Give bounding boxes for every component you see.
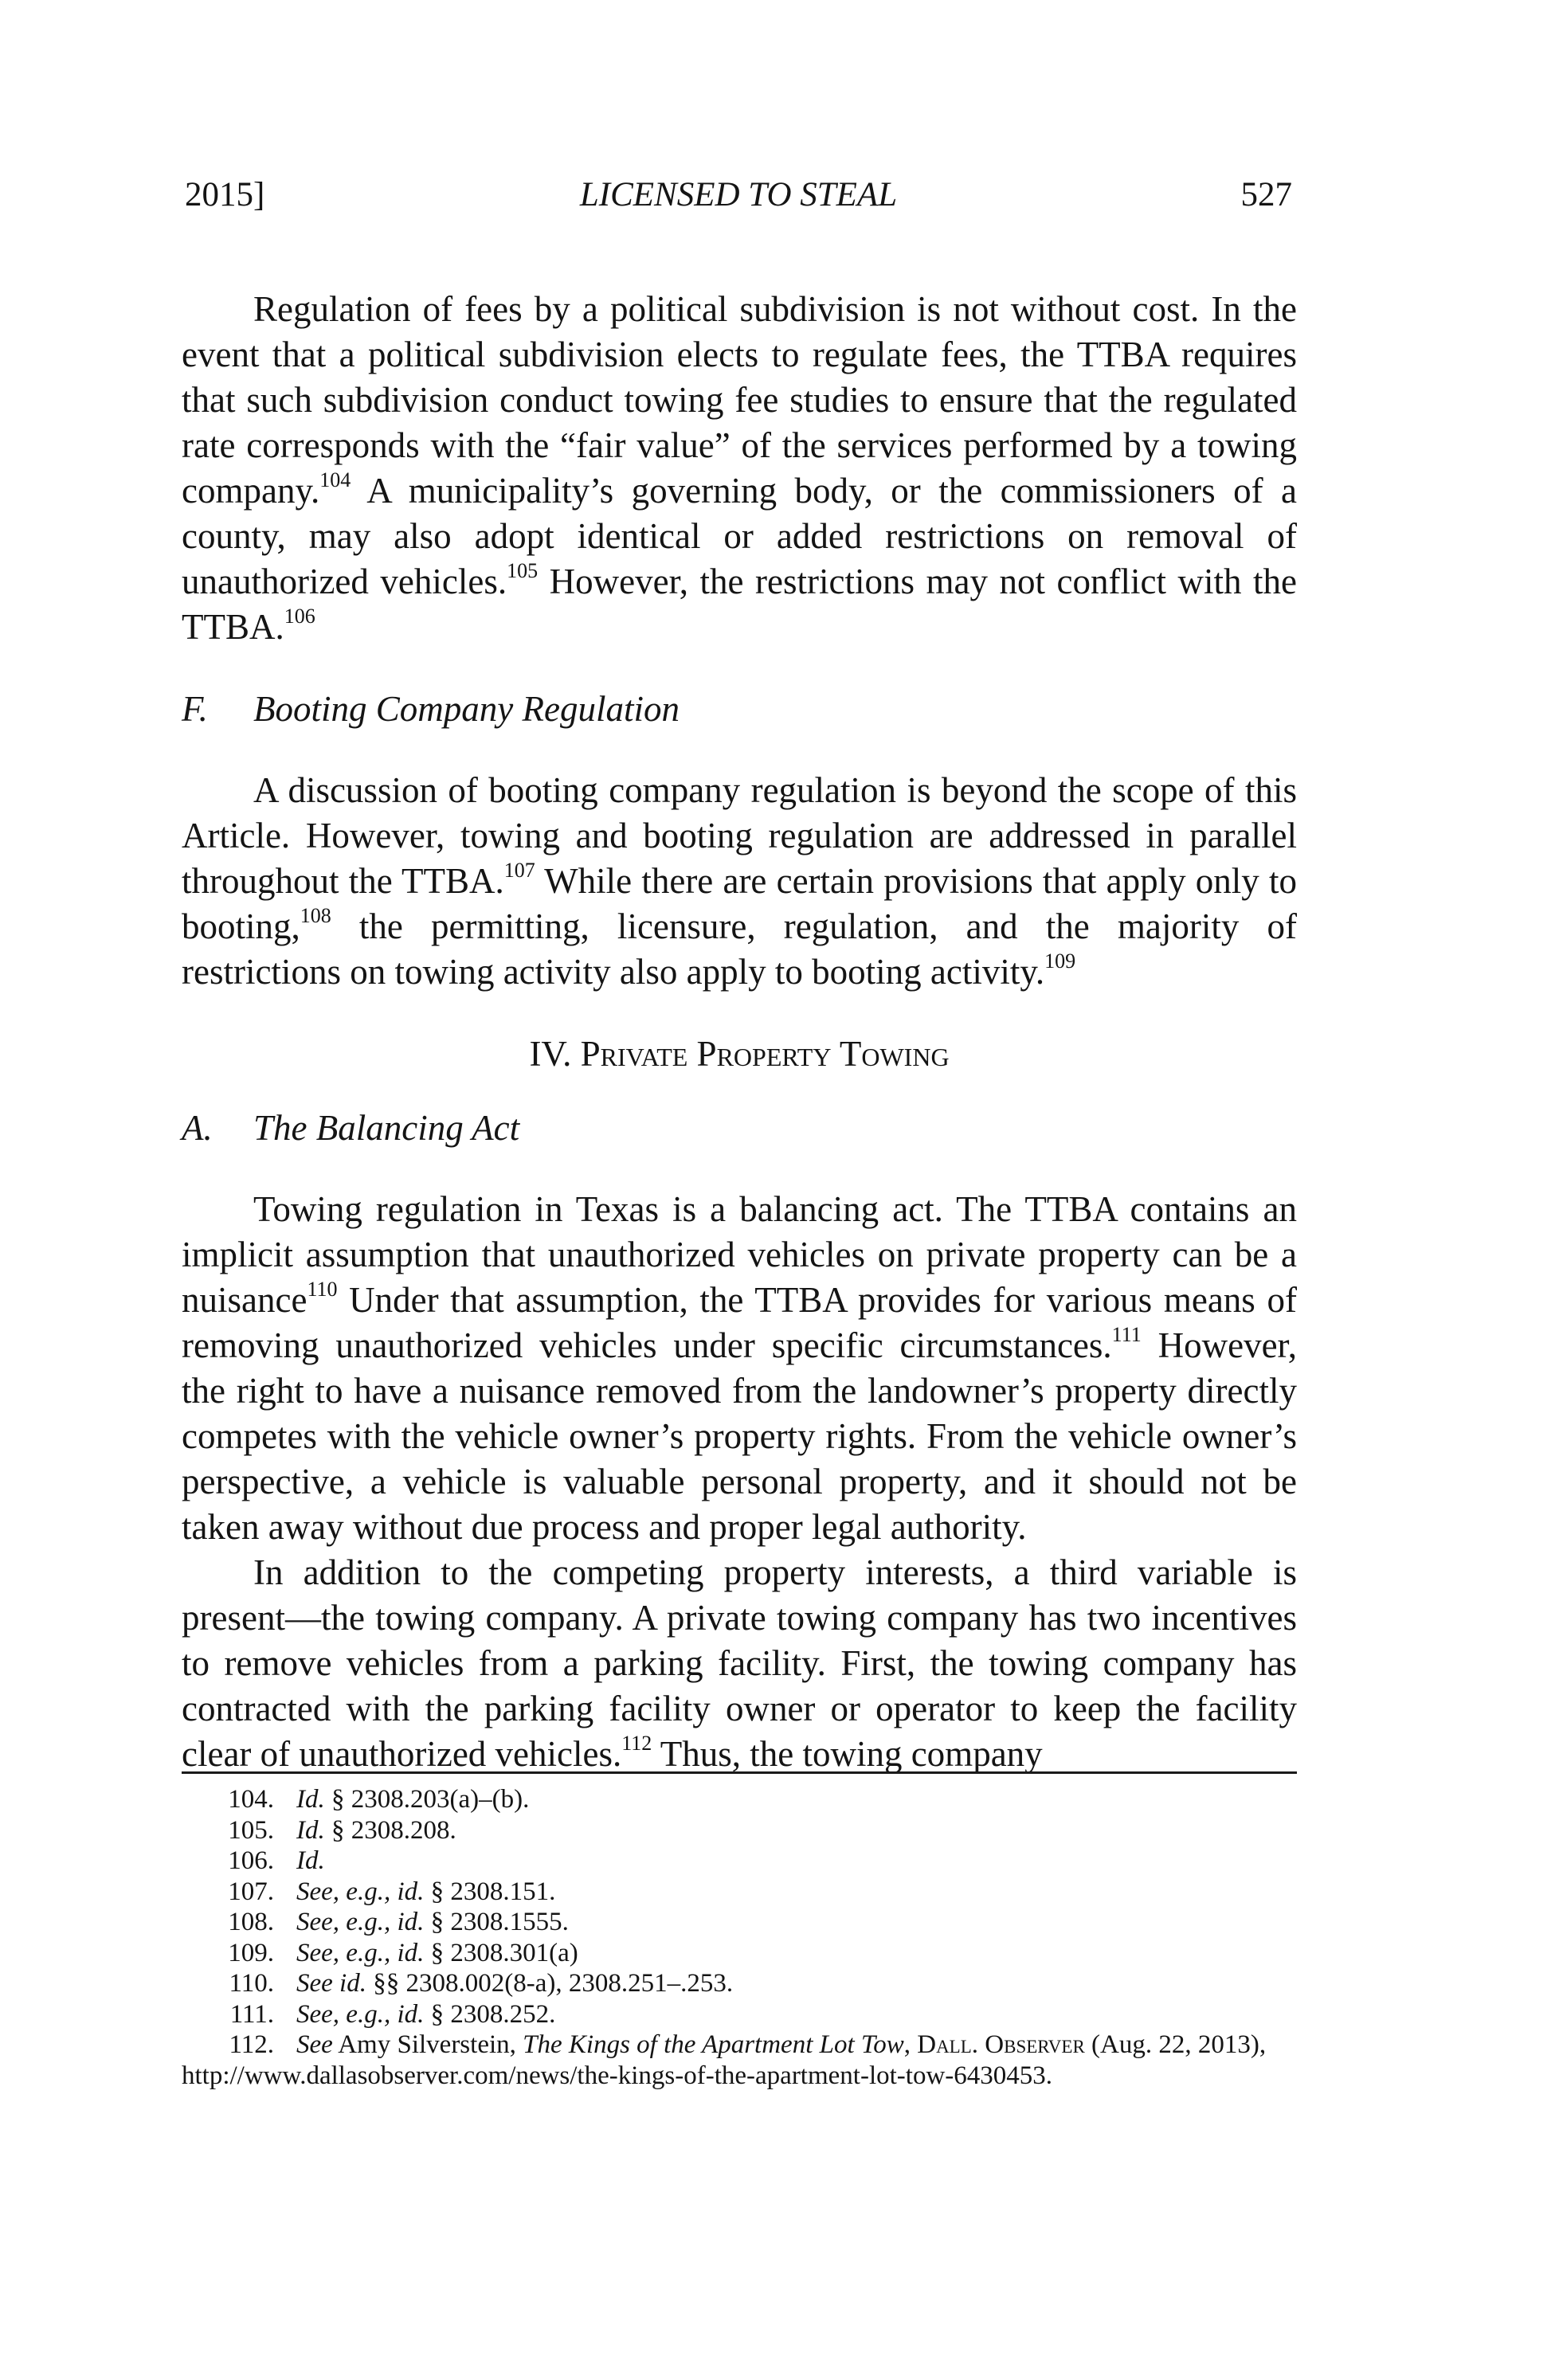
- paragraph: [182, 1187, 1297, 1550]
- footnote: [182, 1846, 1297, 1877]
- section-heading: [182, 1031, 1297, 1077]
- footnote-article-title: The Kings of the Apartment Lot Tow: [523, 2030, 904, 2059]
- footnote-divider: [182, 1771, 1297, 1774]
- footnote: [182, 1907, 1297, 1938]
- footnotes: [182, 1784, 1297, 2091]
- footnote: [182, 2030, 1297, 2091]
- footnote-ref[interactable]: 107: [503, 859, 535, 882]
- footnote-number: 109.: [228, 1938, 274, 1967]
- footnote-author: Amy Silverstein,: [332, 2030, 523, 2059]
- body-text: [182, 287, 1297, 1777]
- section-numeral: IV.: [529, 1034, 572, 1074]
- footnote-signal: See, e.g., id.: [296, 1999, 425, 2029]
- header-year: 2015]: [185, 176, 265, 213]
- running-header: [185, 171, 1292, 219]
- footnote-signal: See id.: [296, 1969, 366, 1998]
- text-span: A discussion of booting company regulation is beyond the scope of this Article. However, towing and booting regulation are addressed in parallel throughout the TTBA.: [182, 770, 1297, 901]
- footnote: [182, 1938, 1297, 1969]
- footnote: [182, 1877, 1297, 1908]
- footnote-ref[interactable]: 111: [1111, 1323, 1142, 1346]
- footnote-signal: Id.: [296, 1815, 325, 1845]
- section-title: Private Property Towing: [580, 1034, 950, 1074]
- footnote-number: 110.: [229, 1969, 274, 1998]
- footnote-signal: Id.: [296, 1846, 325, 1875]
- footnote-publication: , Dall. Observer: [903, 2030, 1085, 2059]
- text-span: In addition to the competing property interests, a third variable is present—the towing company. A private towing company has two incentives to remove vehicles from a parking facility. First, the towing company has contracted with the parking facility owner or operator to keep the facility clear of unauthorized vehicles.: [182, 1552, 1297, 1774]
- text-span: Regulation of fees by a political subdivision is not without cost. In the event that a political subdivision elects to regulate fees, the TTBA requires that such subdivision conduct towing fee studies to ensure that the regulated rate corresponds with the “fair value” of the services performed by a towing company.: [182, 289, 1297, 511]
- text-span: However, the right to have a nuisance removed from the landowner’s property directly competes with the vehicle owner’s property rights. From the vehicle owner’s perspective, a vehicle is valuable personal property, and it should not be taken away without due process and proper legal authority.: [182, 1325, 1297, 1547]
- footnote-text: § 2308.252.: [424, 1999, 556, 2029]
- subheading-a: [182, 1106, 1297, 1151]
- subheading-text: Booting Company Regulation: [253, 689, 680, 729]
- footnote-ref[interactable]: 105: [507, 559, 539, 582]
- footnote-text[interactable]: (Aug. 22, 2013), http://www.dallasobserver.com/news/the-kings-of-the-apartment-lot-tow-6430453.: [182, 2030, 1267, 2090]
- footnote-text: § 2308.301(a): [424, 1938, 578, 1967]
- footnote-signal: See, e.g., id.: [296, 1938, 425, 1967]
- footnote-signal: See, e.g., id.: [296, 1877, 425, 1906]
- footnote-number: 108.: [228, 1908, 274, 1936]
- text-span: A municipality’s governing body, or the commissioners of a county, may also adopt identical or added restrictions on removal of unauthorized vehicles.: [182, 471, 1297, 601]
- text-span: However, the restrictions may not conflict with the TTBA.: [182, 562, 1297, 647]
- subheading-letter: F.: [182, 689, 208, 729]
- footnote-text: § 2308.1555.: [424, 1908, 569, 1936]
- footnote-ref[interactable]: 104: [319, 468, 351, 491]
- footnote-signal: Id.: [296, 1785, 325, 1814]
- footnote-ref[interactable]: 112: [621, 1732, 652, 1755]
- text-span: Towing regulation in Texas is a balancing act. The TTBA contains an implicit assumption that unauthorized vehicles on private property can be a nuisance: [182, 1189, 1297, 1320]
- footnote: [182, 1815, 1297, 1846]
- paragraph: [182, 287, 1297, 650]
- page-number: 527: [1240, 176, 1292, 213]
- footnote-number: 104.: [228, 1785, 274, 1814]
- footnote-number: 111.: [229, 1999, 274, 2029]
- header-title: LICENSED TO STEAL: [579, 176, 898, 213]
- footnote-signal: See, e.g., id.: [296, 1908, 425, 1936]
- footnote-ref[interactable]: 106: [284, 605, 315, 628]
- footnote-text: §§ 2308.002(8-a), 2308.251–.253.: [366, 1969, 734, 1998]
- text-span: While there are certain provisions that apply only to booting,: [182, 861, 1297, 946]
- text-span: the permitting, licensure, regulation, and the majority of restrictions on towing activity also apply to booting activity.: [182, 906, 1297, 992]
- footnote-ref[interactable]: 109: [1044, 949, 1076, 973]
- text-span: Thus, the towing company: [652, 1734, 1043, 1774]
- footnote-text: § 2308.151.: [424, 1877, 556, 1906]
- footnote: [182, 1784, 1297, 1815]
- footnote-number: 112.: [229, 2030, 274, 2059]
- footnote: [182, 1999, 1297, 2030]
- subheading-f: [182, 687, 1297, 732]
- footnote-number: 106.: [228, 1846, 274, 1875]
- footnote: [182, 1968, 1297, 1999]
- footnote-number: 107.: [228, 1877, 274, 1906]
- subheading-text: The Balancing Act: [253, 1108, 520, 1148]
- footnote-signal: See: [296, 2030, 333, 2059]
- footnote-number: 105.: [228, 1815, 274, 1845]
- footnote-text: § 2308.203(a)–(b).: [324, 1785, 530, 1814]
- footnote-text: § 2308.208.: [324, 1815, 456, 1845]
- text-span: Under that assumption, the TTBA provides for various means of removing unauthorized vehicles under specific circumstances.: [182, 1280, 1297, 1365]
- footnote-ref[interactable]: 108: [300, 904, 331, 927]
- paragraph: [182, 768, 1297, 995]
- paragraph: [182, 1550, 1297, 1777]
- footnote-ref[interactable]: 110: [307, 1278, 338, 1301]
- subheading-letter: A.: [182, 1108, 213, 1148]
